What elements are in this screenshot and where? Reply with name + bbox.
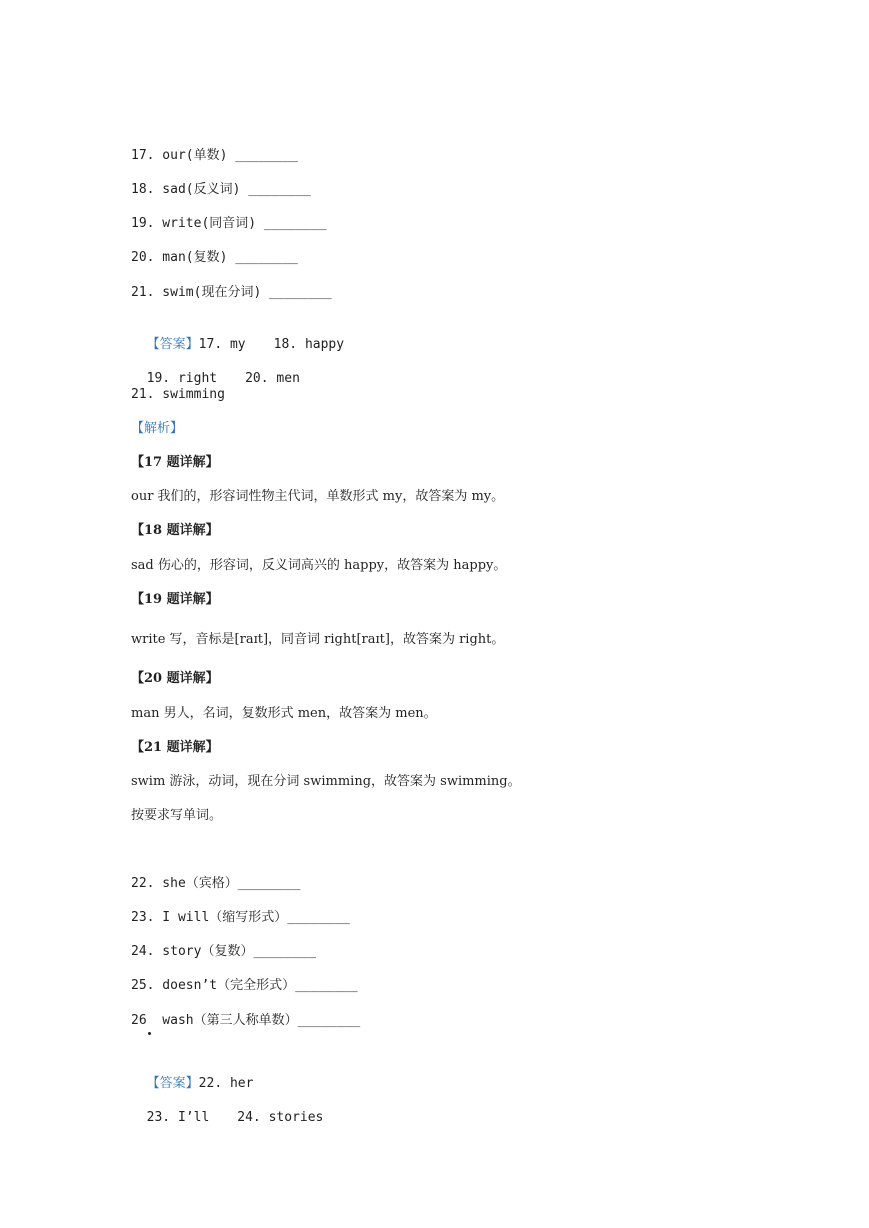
detail-text-20: man 男人，名词，复数形式 men，故答案为 men。 [131, 706, 437, 721]
answer-row-4 [131, 1091, 323, 1127]
instruction-text: 按要求写单词。 [131, 808, 223, 823]
answer-row-3 [131, 1057, 253, 1093]
question-26: 26 wash（第三人称单数）________ [131, 1013, 361, 1028]
answer-18: 18. happy [273, 337, 345, 352]
answer-22: 22. her [198, 1076, 254, 1091]
question-25: 25. doesn’t（完全形式）________ [131, 978, 358, 993]
answer-24: 24. stories [237, 1110, 324, 1125]
question-17: 17. our(单数) ________ [131, 148, 298, 163]
answer-17: 17. my [198, 337, 246, 352]
detail-heading-20: 【20 题详解】 [131, 671, 219, 686]
analysis-tag: 【解析】 [131, 421, 184, 436]
answer-tag-2: 【答案】 [146, 1076, 199, 1091]
detail-text-17: our 我们的，形容词性物主代词，单数形式 my，故答案为 my。 [131, 489, 505, 504]
question-22: 22. she（宾格）________ [131, 876, 301, 891]
answer-row-1 [131, 318, 344, 354]
detail-heading-18: 【18 题详解】 [131, 523, 219, 538]
question-24: 24. story（复数）________ [131, 944, 317, 959]
answer-20: 20. men [245, 371, 300, 386]
question-18: 18. sad(反义词) ________ [131, 182, 311, 197]
detail-heading-17: 【17 题详解】 [131, 455, 219, 470]
stray-dot [148, 1032, 151, 1035]
question-20: 20. man(复数) ________ [131, 250, 298, 265]
answer-23: 23. I’ll [146, 1110, 210, 1125]
detail-text-21: swim 游泳，动词，现在分词 swimming，故答案为 swimming。 [131, 774, 521, 789]
detail-heading-21: 【21 题详解】 [131, 740, 219, 755]
answer-21: 21. swimming [131, 387, 225, 402]
answer-19: 19. right [146, 371, 218, 386]
question-19: 19. write(同音词) ________ [131, 216, 327, 231]
detail-heading-19: 【19 题详解】 [131, 592, 219, 607]
answer-row-2 [131, 352, 300, 388]
detail-text-19: write 写，音标是[raɪt]，同音词 right[raɪt]，故答案为 right。 [131, 632, 505, 647]
detail-text-18: sad 伤心的，形容词，反义词高兴的 happy，故答案为 happy。 [131, 558, 507, 573]
answer-tag: 【答案】 [146, 337, 199, 352]
question-21: 21. swim(现在分词) ________ [131, 285, 332, 300]
question-23: 23. I will（缩写形式）________ [131, 910, 350, 925]
